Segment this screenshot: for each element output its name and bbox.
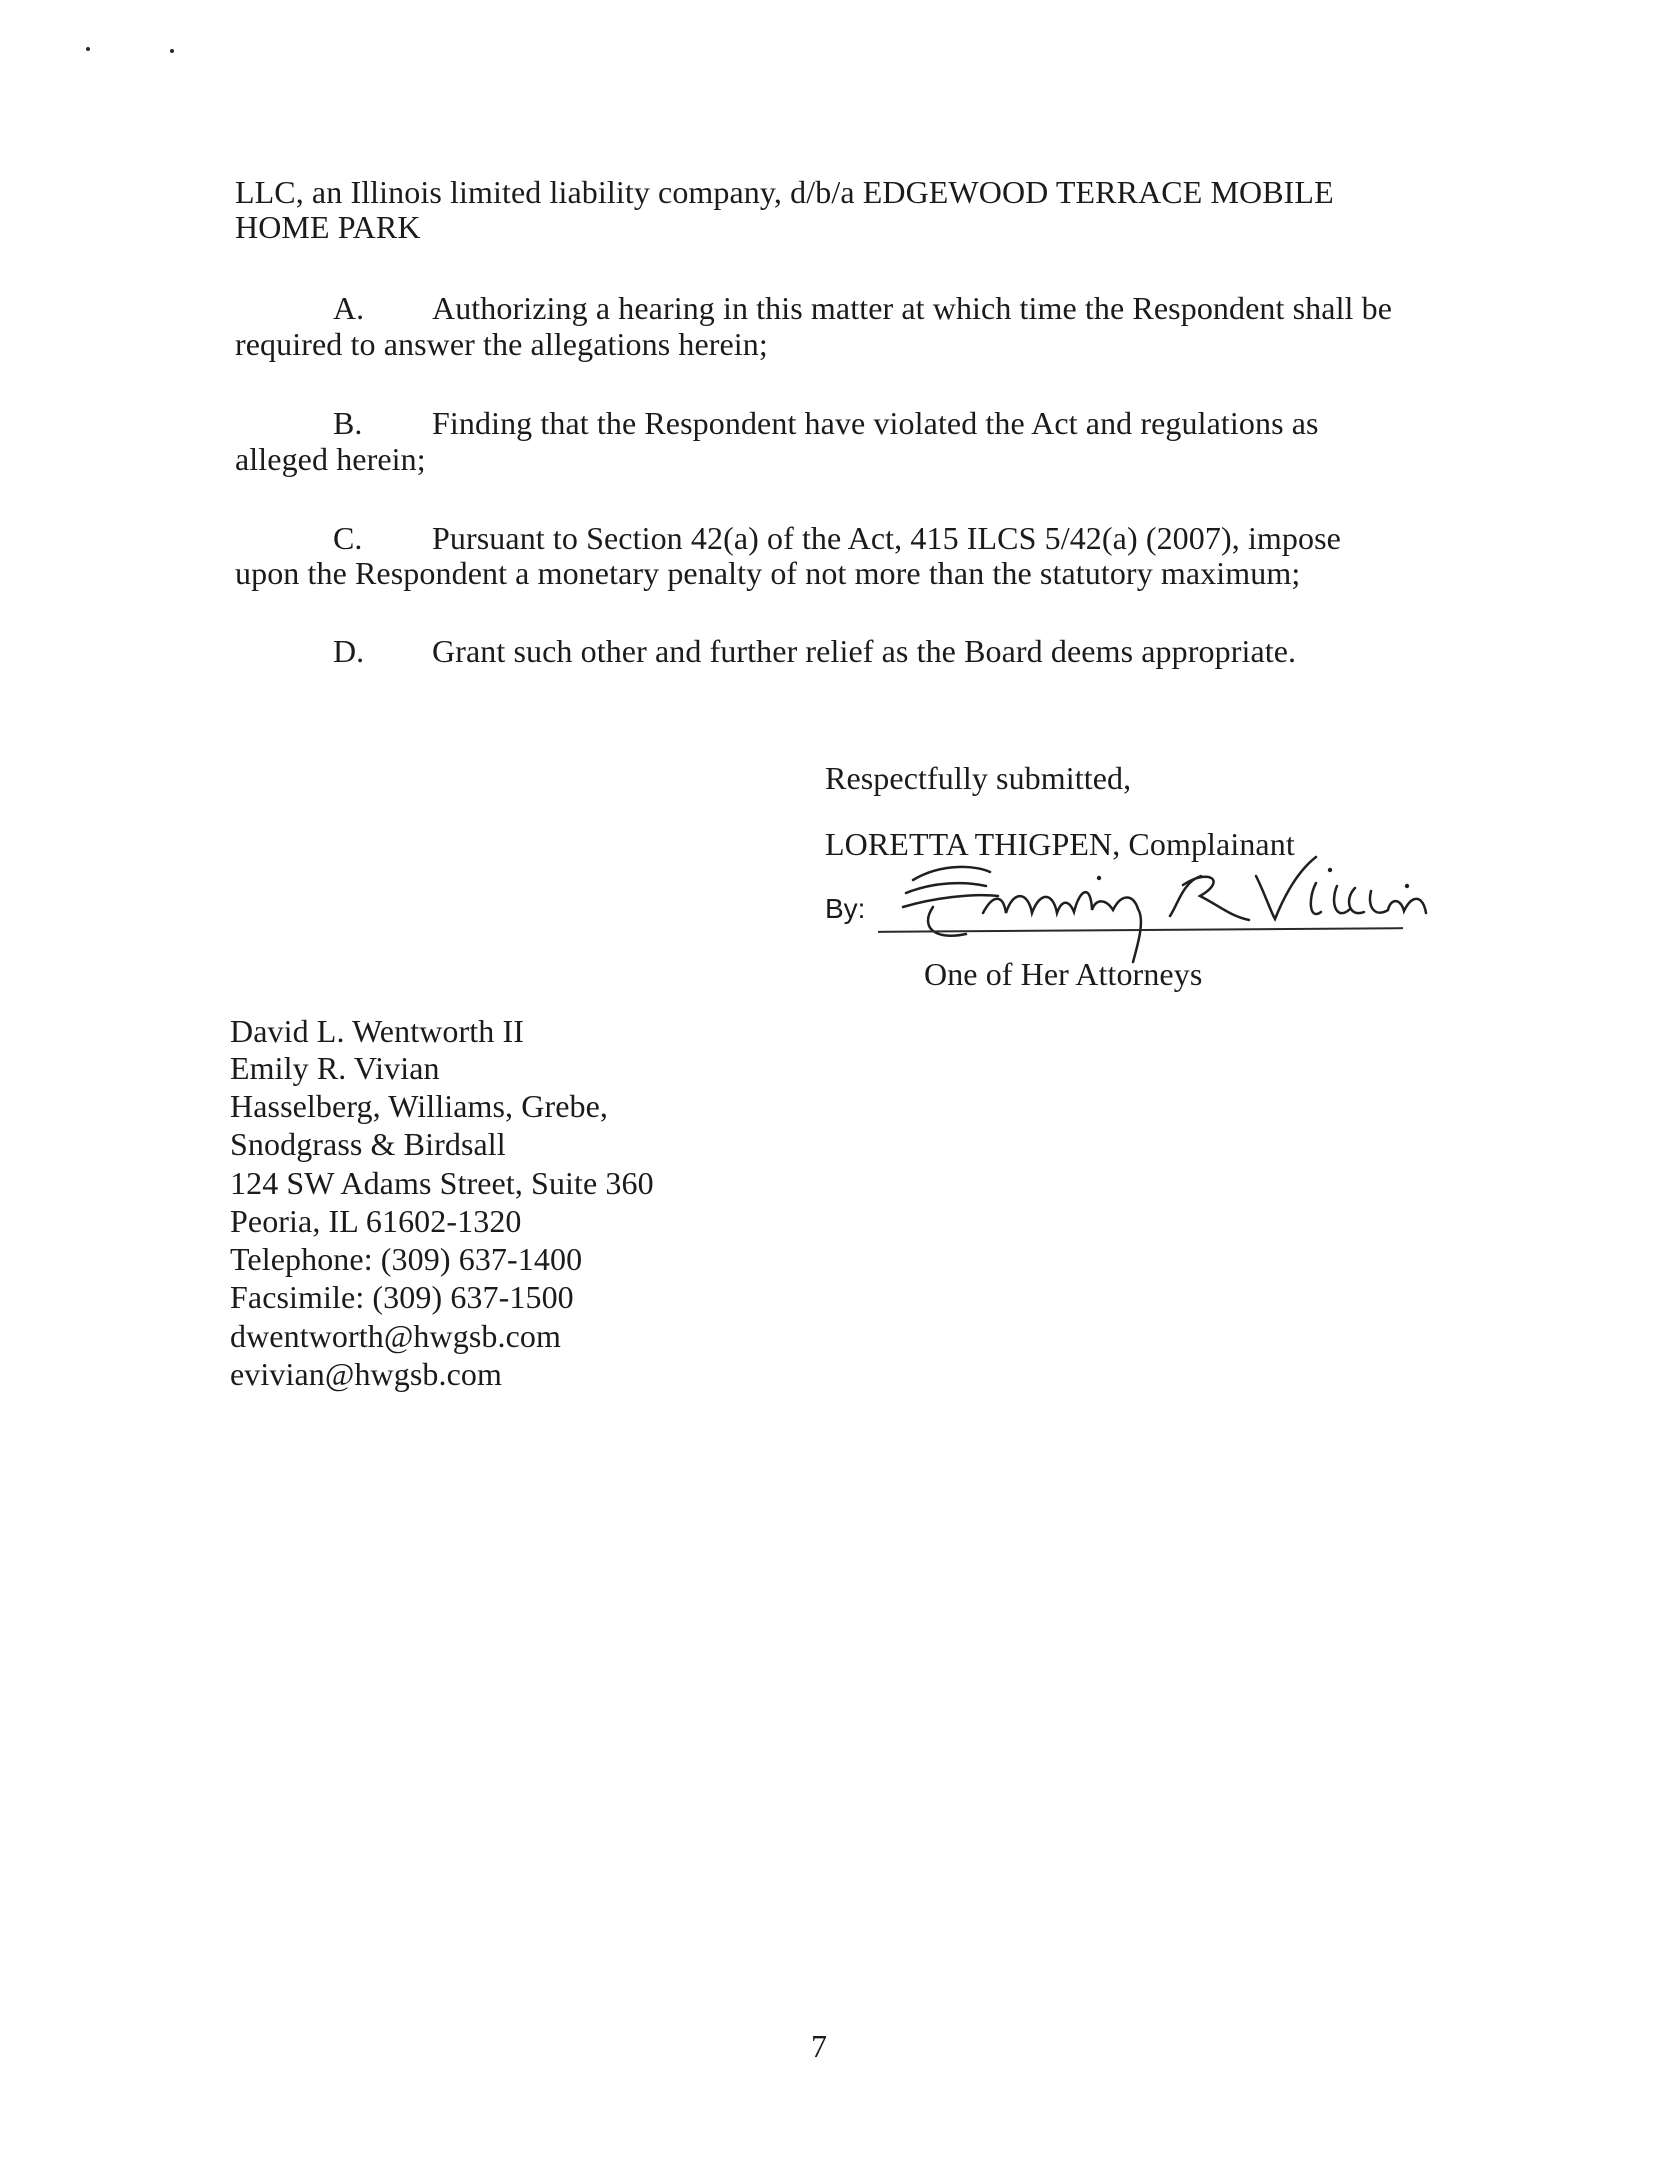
signature-subtitle: One of Her Attorneys (924, 956, 1203, 992)
intro-line-1: LLC, an Illinois limited liability company, d/b/a EDGEWOOD TERRACE MOBILE (235, 174, 1334, 210)
attorney-line-3: Hasselberg, Williams, Grebe, (230, 1088, 609, 1124)
handwritten-signature (878, 846, 1428, 956)
relief-item-c-line-2: upon the Respondent a monetary penalty of not more than the statutory maximum; (235, 555, 1301, 591)
page-number: 7 (811, 2028, 827, 2064)
relief-item-c-line-1: Pursuant to Section 42(a) of the Act, 415 ILCS 5/42(a) (2007), impose (432, 520, 1341, 556)
relief-item-b-line-2: alleged herein; (235, 441, 426, 477)
attorney-line-1: David L. Wentworth II (230, 1013, 524, 1049)
attorney-line-8: Facsimile: (309) 637-1500 (230, 1279, 574, 1315)
signature-party: LORETTA THIGPEN, Complainant (825, 826, 1295, 862)
attorney-line-5: 124 SW Adams Street, Suite 360 (230, 1165, 654, 1201)
attorney-line-2: Emily R. Vivian (230, 1050, 440, 1086)
relief-item-a-line-1: Authorizing a hearing in this matter at which time the Respondent shall be (432, 290, 1393, 326)
attorney-line-4: Snodgrass & Birdsall (230, 1126, 506, 1162)
scan-mark-left (86, 47, 90, 51)
intro-line-2: HOME PARK (235, 209, 421, 245)
relief-item-a-letter: A. (333, 290, 365, 326)
relief-item-d-line-1: Grant such other and further relief as the Board deems appropriate. (432, 633, 1297, 669)
attorney-line-6: Peoria, IL 61602-1320 (230, 1203, 522, 1239)
signature-closing: Respectfully submitted, (825, 760, 1132, 796)
relief-item-b-line-1: Finding that the Respondent have violated the Act and regulations as (432, 405, 1319, 441)
relief-item-b-letter: B. (333, 405, 363, 441)
relief-item-d-letter: D. (333, 633, 365, 669)
attorney-email-2: evivian@hwgsb.com (230, 1356, 503, 1392)
relief-item-c-letter: C. (333, 520, 363, 556)
signature-by-label: By: (825, 893, 866, 924)
attorney-line-7: Telephone: (309) 637-1400 (230, 1241, 583, 1277)
scan-mark-right (170, 49, 174, 53)
attorney-email-1: dwentworth@hwgsb.com (230, 1318, 561, 1354)
relief-item-a-line-2: required to answer the allegations herein; (235, 326, 768, 362)
